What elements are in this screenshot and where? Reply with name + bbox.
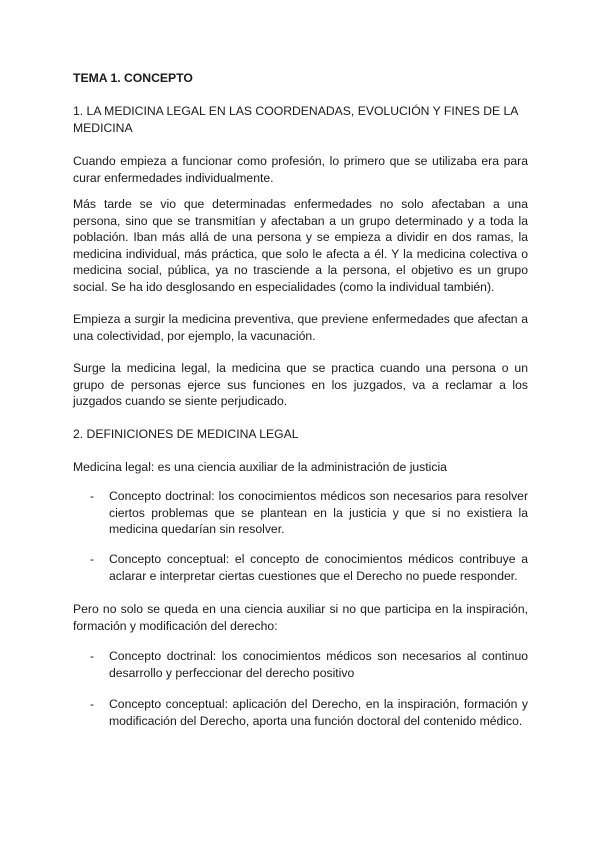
paragraph-bridge: Pero no solo se queda en una ciencia auxiliar si no que participa en la inspiración, formación y modificación del derecho: — [73, 602, 528, 633]
bullet-marker: - — [90, 552, 95, 566]
bullet-marker: - — [90, 489, 95, 503]
paragraph-3: Empieza a surgir la medicina preventiva, que previene enfermedades que afectan a una colectividad, por ejemplo, la vacunación. — [73, 312, 528, 343]
paragraph-2: Más tarde se vio que determinadas enfermedades no solo afectaban a una persona, sino que se transmitían y afectaban a un grupo determinado y a toda la población. Iban más allá de una persona y se empieza a dividir en dos ramas, la medicina individual, más práctica, que solo le afecta a él. Y la medicina colectiva o medicina social, pública, ya no trasciende a la persona, el objetivo es un grupo social. Se ha ido desglosando en especialidades (como la individual también). — [73, 197, 528, 294]
list-item: Concepto conceptual: el concepto de conocimientos médicos contribuye a aclarar e interpretar ciertas cuestiones que el Derecho no puede responder. — [109, 552, 528, 583]
definition-text: Medicina legal: es una ciencia auxiliar de la administración de justicia — [73, 460, 447, 474]
bullet-marker: - — [90, 649, 95, 663]
list-item: Concepto doctrinal: los conocimientos médicos son necesarios para resolver ciertos problemas que se plantean en la justicia y que si no existiera la medicina quedarían sin resolver. — [109, 489, 528, 537]
paragraph-1: Cuando empieza a funcionar como profesión, lo primero que se utilizaba era para curar enfermedades individualmente. — [73, 154, 528, 185]
list-item: Concepto doctrinal: los conocimientos médicos son necesarios al continuo desarrollo y perfeccionar del derecho positivo — [109, 649, 528, 680]
list-item: Concepto conceptual: aplicación del Derecho, en la inspiración, formación y modificación del Derecho, aporta una función doctoral del contenido médico. — [109, 697, 528, 728]
page-title: TEMA 1. CONCEPTO — [73, 71, 193, 85]
bullet-marker: - — [90, 697, 95, 711]
section-1-heading: 1. LA MEDICINA LEGAL EN LAS COORDENADAS, EVOLUCIÓN Y FINES DE LA MEDICINA — [73, 104, 518, 135]
section-2-heading: 2. DEFINICIONES DE MEDICINA LEGAL — [73, 427, 299, 441]
paragraph-4: Surge la medicina legal, la medicina que se practica cuando una persona o un grupo de personas ejerce sus funciones en los juzgados, va a reclamar a los juzgados cuando se siente perjudicado. — [73, 361, 528, 409]
